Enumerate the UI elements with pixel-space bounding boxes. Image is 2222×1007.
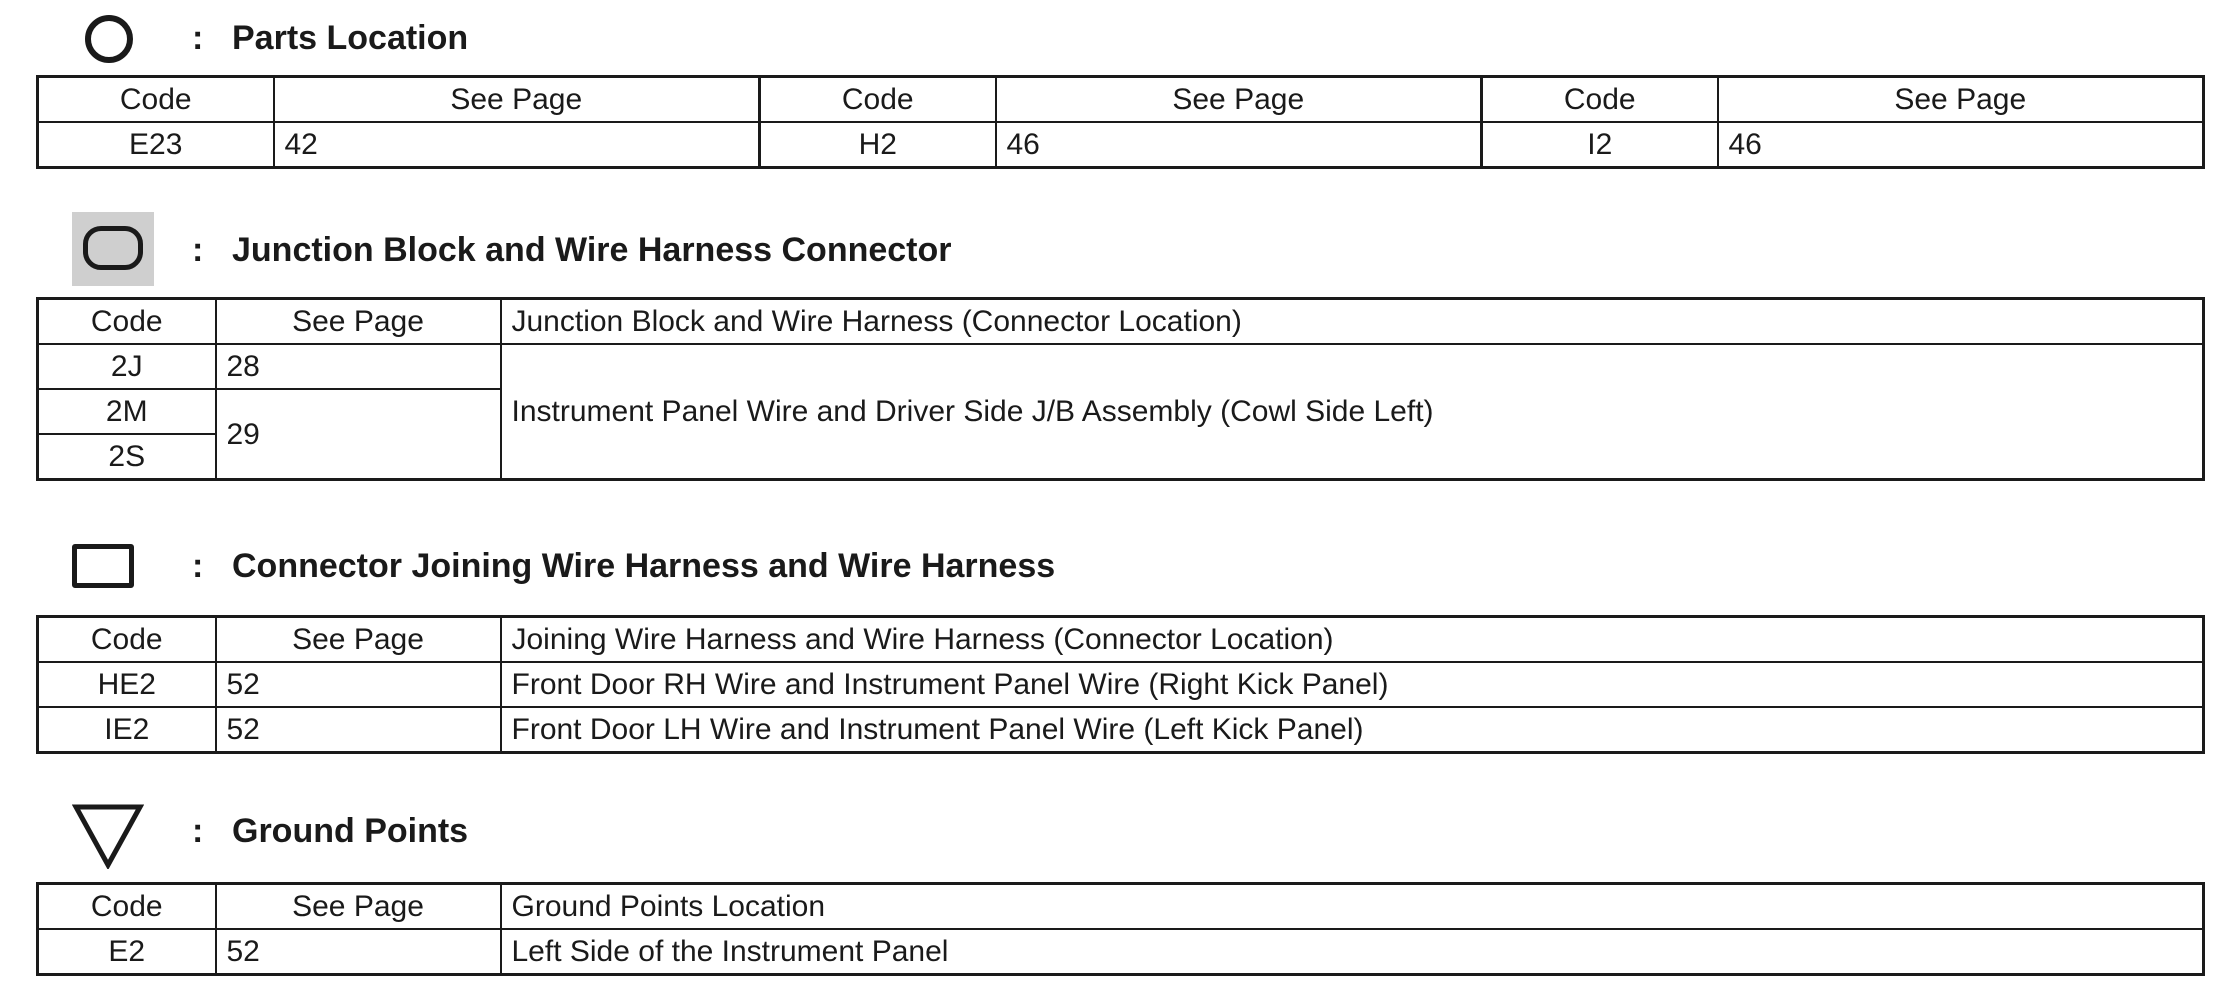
table-header-row xyxy=(38,77,2204,123)
table-row xyxy=(38,662,2204,707)
code-header: Code xyxy=(760,77,996,123)
table-row xyxy=(38,344,2204,389)
see-page-header: See Page xyxy=(274,77,760,123)
page-cell: 29 xyxy=(216,389,501,480)
parts-location-title: Parts Location xyxy=(232,19,469,57)
ground-points-colon: : xyxy=(192,812,204,850)
rectangle-icon xyxy=(72,544,134,588)
circle-icon xyxy=(84,14,134,64)
see-page-header: See Page xyxy=(996,77,1482,123)
parts-location-table xyxy=(36,75,2205,169)
junction-block-header xyxy=(0,210,2222,290)
connector-joining-title: Connector Joining Wire Harness and Wire Harness xyxy=(232,547,1056,585)
parts-location-header xyxy=(0,0,2222,80)
page-cell: 52 xyxy=(216,662,501,707)
location-cell: Front Door LH Wire and Instrument Panel Wire (Left Kick Panel) xyxy=(501,707,2204,753)
ground-points-table xyxy=(36,882,2205,976)
triangle-down-icon xyxy=(72,803,144,869)
location-header: Joining Wire Harness and Wire Harness (Connector Location) xyxy=(501,617,2204,663)
page-cell: 28 xyxy=(216,344,501,389)
code-cell: E2 xyxy=(38,929,216,975)
ground-points-header xyxy=(0,795,2222,875)
junction-block-colon: : xyxy=(192,231,204,269)
code-header: Code xyxy=(38,77,274,123)
page-cell: 52 xyxy=(216,929,501,975)
code-cell: E23 xyxy=(38,122,274,168)
page-cell: 42 xyxy=(274,122,760,168)
connector-joining-table xyxy=(36,615,2205,754)
location-header: Ground Points Location xyxy=(501,884,2204,930)
see-page-header: See Page xyxy=(1718,77,2204,123)
code-cell: 2S xyxy=(38,434,216,480)
table-row xyxy=(38,122,2204,168)
code-header: Code xyxy=(38,617,216,663)
junction-block-title: Junction Block and Wire Harness Connector xyxy=(232,231,952,269)
location-cell: Instrument Panel Wire and Driver Side J/B Assembly (Cowl Side Left) xyxy=(501,344,2204,480)
code-cell: HE2 xyxy=(38,662,216,707)
code-header: Code xyxy=(38,884,216,930)
parts-location-colon: : xyxy=(192,19,204,57)
page-cell: 46 xyxy=(996,122,1482,168)
connector-joining-colon: : xyxy=(192,547,204,585)
connector-joining-header xyxy=(0,530,2222,610)
ground-points-title: Ground Points xyxy=(232,812,469,850)
code-cell: 2M xyxy=(38,389,216,434)
code-cell: IE2 xyxy=(38,707,216,753)
see-page-header: See Page xyxy=(216,299,501,345)
junction-block-symbol-icon xyxy=(72,212,154,286)
location-cell: Left Side of the Instrument Panel xyxy=(501,929,2204,975)
code-cell: 2J xyxy=(38,344,216,389)
see-page-header: See Page xyxy=(216,884,501,930)
junction-block-table xyxy=(36,297,2205,481)
table-row xyxy=(38,929,2204,975)
location-header: Junction Block and Wire Harness (Connector Location) xyxy=(501,299,2204,345)
code-cell: I2 xyxy=(1482,122,1718,168)
code-cell: H2 xyxy=(760,122,996,168)
page-cell: 52 xyxy=(216,707,501,753)
code-header: Code xyxy=(38,299,216,345)
code-header: Code xyxy=(1482,77,1718,123)
location-cell: Front Door RH Wire and Instrument Panel Wire (Right Kick Panel) xyxy=(501,662,2204,707)
table-header-row xyxy=(38,884,2204,930)
see-page-header: See Page xyxy=(216,617,501,663)
page-cell: 46 xyxy=(1718,122,2204,168)
table-header-row xyxy=(38,299,2204,345)
table-row xyxy=(38,707,2204,753)
table-header-row xyxy=(38,617,2204,663)
